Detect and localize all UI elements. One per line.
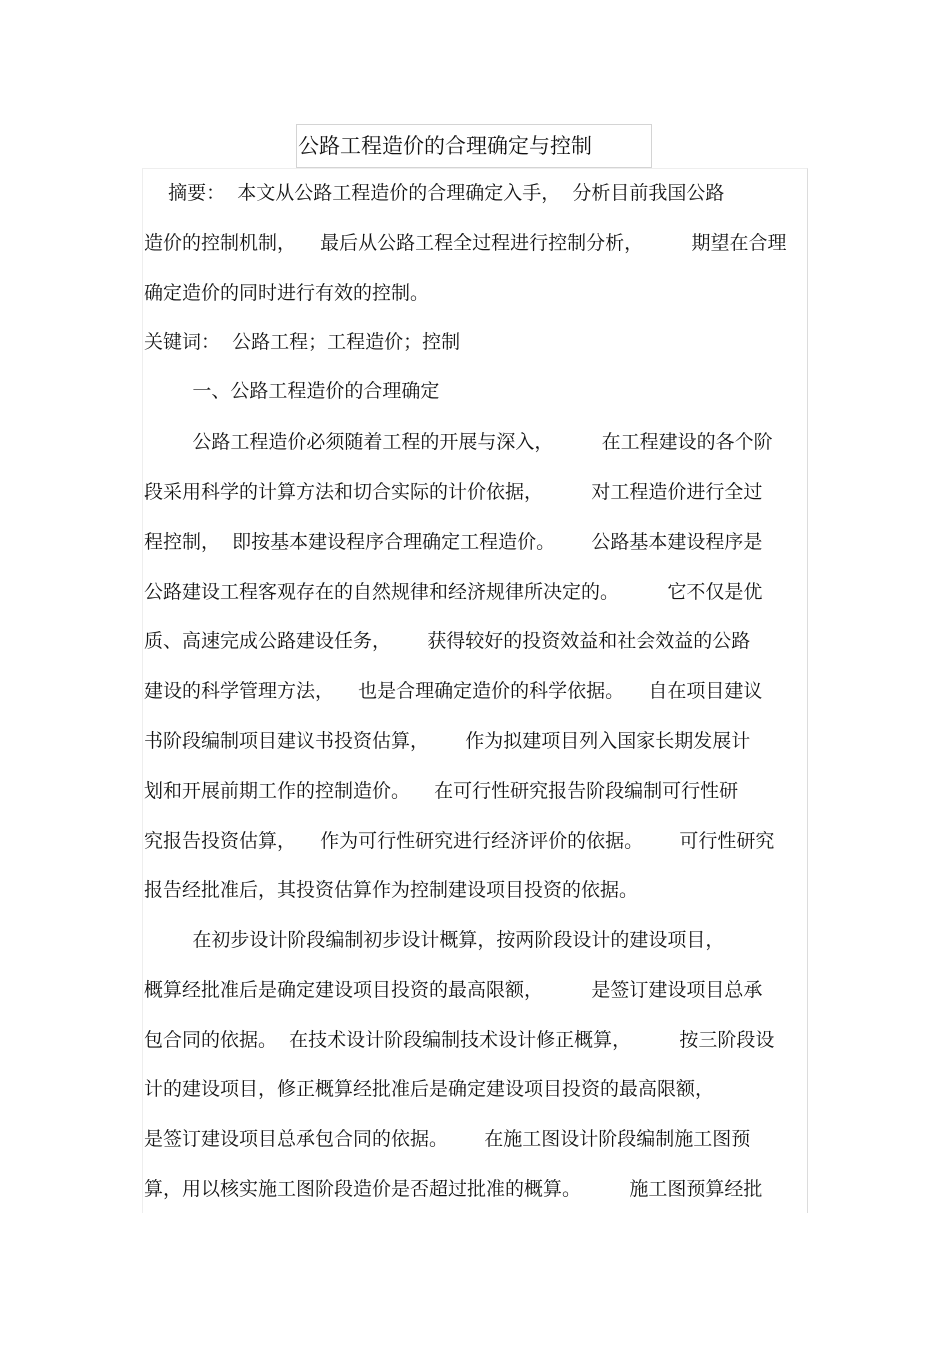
paragraph-line: 质、高速完成公路建设任务， 获得较好的投资效益和社会效益的公路: [144, 630, 751, 652]
paragraph-line: 报告经批准后，其投资估算作为控制建设项目投资的依据。: [144, 879, 639, 901]
paragraph-line: 公路工程造价必须随着工程的开展与深入， 在工程建设的各个阶: [144, 431, 773, 453]
paragraph-line: 概算经批准后是确定建设项目投资的最高限额， 是签订建设项目总承: [144, 979, 763, 1001]
document-title: 公路工程造价的合理确定与控制: [298, 134, 592, 158]
paragraph-line: 究报告投资估算， 作为可行性研究进行经济评价的依据。 可行性研究: [144, 830, 775, 852]
section-heading: 一、公路工程造价的合理确定: [144, 380, 440, 402]
paragraph-line: 公路建设工程客观存在的自然规律和经济规律所决定的。 它不仅是优: [144, 581, 763, 603]
paragraph-line: 包合同的依据。 在技术设计阶段编制技术设计修正概算， 按三阶段设: [144, 1029, 775, 1051]
paragraph-line: 在初步设计阶段编制初步设计概算，按两阶段设计的建设项目，: [144, 929, 725, 951]
abstract-line-2: 造价的控制机制， 最后从公路工程全过程进行控制分析， 期望在合理: [144, 232, 787, 254]
paragraph-line: 程控制， 即按基本建设程序合理确定工程造价。 公路基本建设程序是: [144, 531, 763, 553]
paragraph-line: 书阶段编制项目建议书投资估算， 作为拟建项目列入国家长期发展计: [144, 730, 751, 752]
paragraph-line: 是签订建设项目总承包合同的依据。 在施工图设计阶段编制施工图预: [144, 1128, 751, 1150]
abstract-line-3: 确定造价的同时进行有效的控制。: [144, 282, 430, 304]
paragraph-line: 段采用科学的计算方法和切合实际的计价依据， 对工程造价进行全过: [144, 481, 763, 503]
paragraph-line: 建设的科学管理方法， 也是合理确定造价的科学依据。 自在项目建议: [144, 680, 763, 702]
paragraph-line: 算，用以核实施工图阶段造价是否超过批准的概算。 施工图预算经批: [144, 1178, 763, 1200]
abstract-line-1: 摘要： 本文从公路工程造价的合理确定入手， 分析目前我国公路: [144, 182, 725, 204]
keywords-line: 关键词： 公路工程；工程造价；控制: [144, 331, 461, 353]
paragraph-line: 划和开展前期工作的控制造价。 在可行性研究报告阶段编制可行性研: [144, 780, 739, 802]
paragraph-line: 计的建设项目，修正概算经批准后是确定建设项目投资的最高限额，: [144, 1078, 715, 1100]
